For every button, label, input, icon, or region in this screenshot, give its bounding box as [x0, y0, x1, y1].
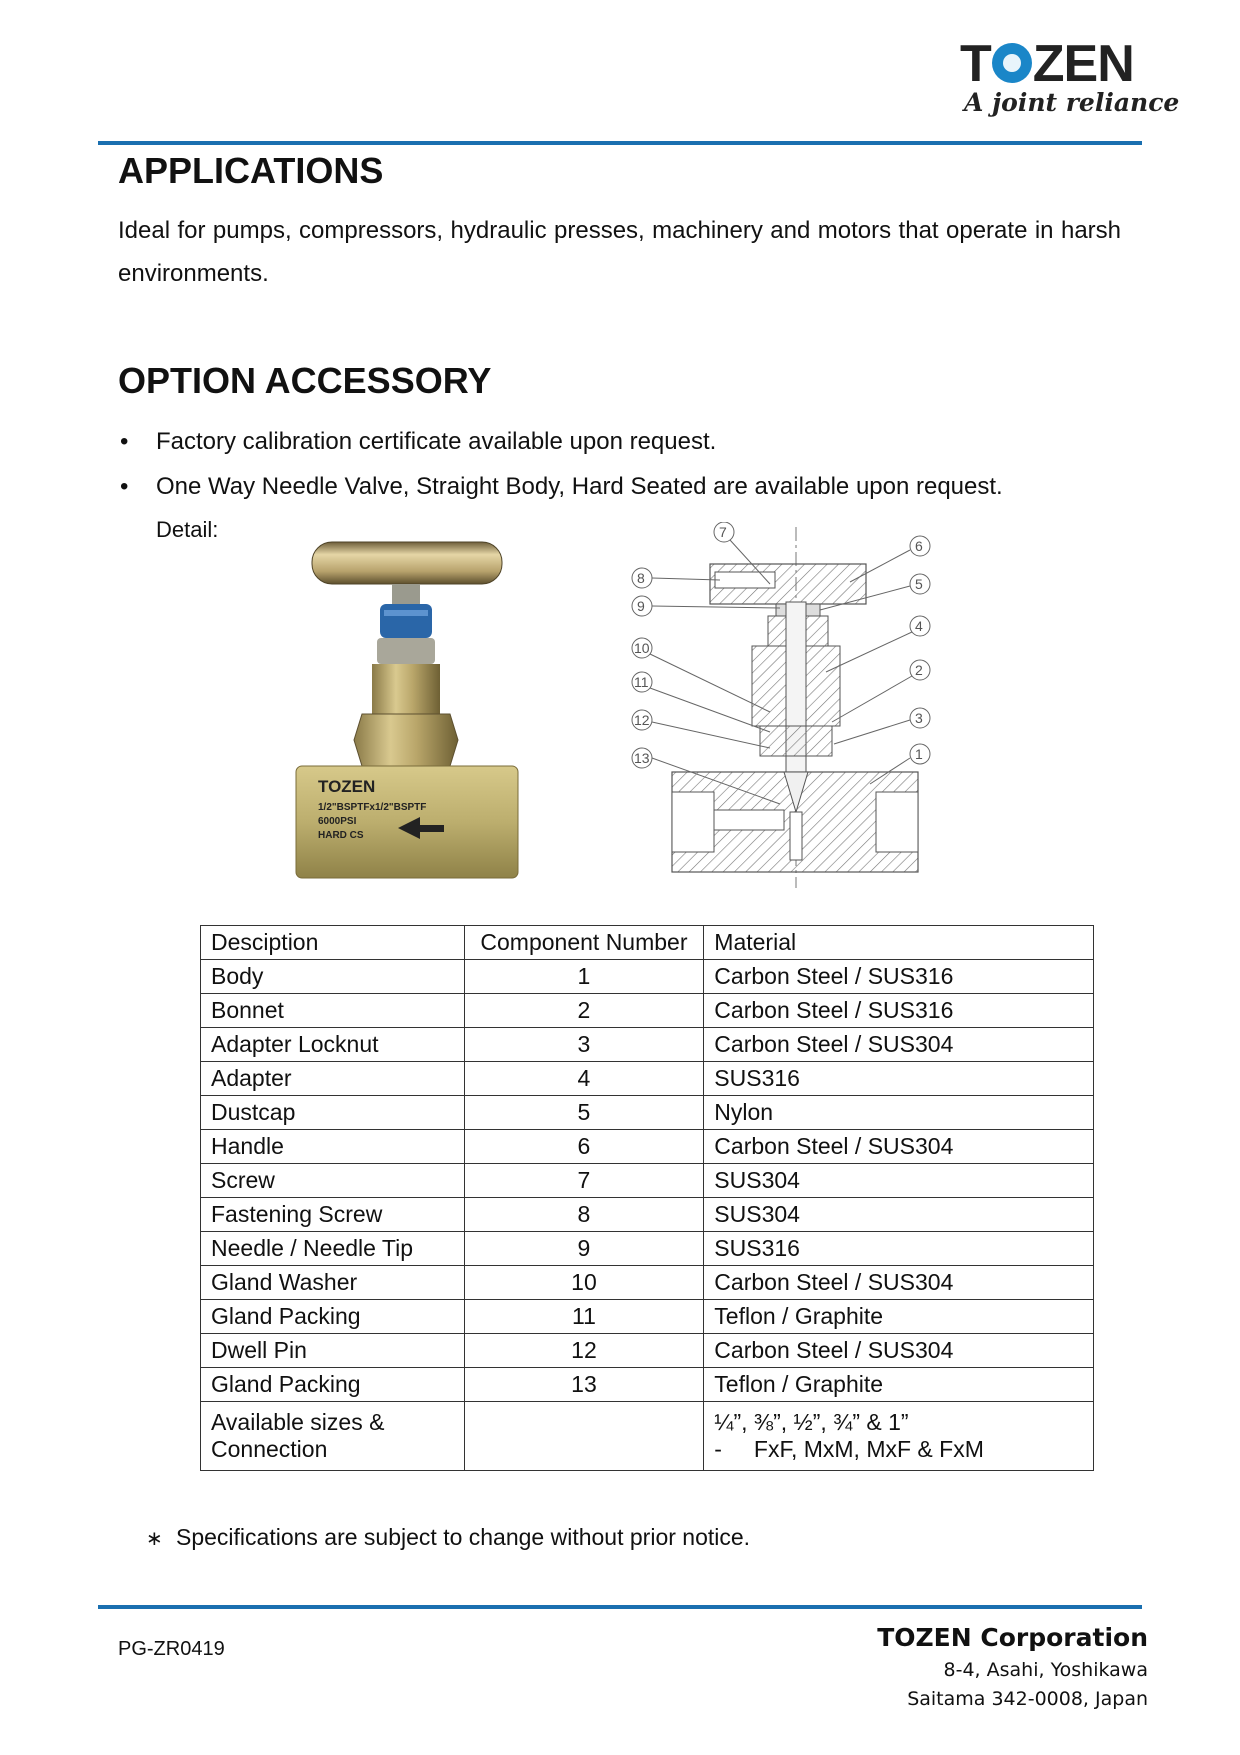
cell-description: Dwell Pin — [201, 1334, 465, 1368]
cell-component-number: 7 — [464, 1164, 704, 1198]
callout-12: 12 — [634, 712, 650, 728]
callout-7: 7 — [719, 524, 727, 540]
cell-material: Teflon / Graphite — [704, 1368, 1094, 1402]
logo-tagline: A joint reliance — [964, 88, 1180, 117]
cell-description: Screw — [201, 1164, 465, 1198]
table-row — [201, 1164, 1094, 1198]
header-component-number: Component Number — [464, 926, 704, 960]
table-row — [201, 1232, 1094, 1266]
applications-heading: APPLICATIONS — [118, 150, 384, 191]
cell-description: Fastening Screw — [201, 1198, 465, 1232]
cell-description: Body — [201, 960, 465, 994]
sizes-description — [201, 1402, 465, 1471]
address-line-2: Saitama 342-0008, Japan — [907, 1688, 1148, 1710]
photo-pressure-text: 6000PSI — [318, 816, 357, 827]
table-row — [201, 1130, 1094, 1164]
cell-material: SUS304 — [704, 1164, 1094, 1198]
table-row-sizes — [201, 1402, 1094, 1471]
sizes-material — [704, 1402, 1094, 1471]
cell-component-number: 2 — [464, 994, 704, 1028]
table-row — [201, 1198, 1094, 1232]
applications-text: Ideal for pumps, compressors, hydraulic presses, machinery and motors that operate in harsh environments. — [118, 217, 1121, 287]
cell-description: Handle — [201, 1130, 465, 1164]
callout-10: 10 — [634, 640, 650, 656]
cell-material: Carbon Steel / SUS304 — [704, 1334, 1094, 1368]
sizes-desc-line2: Connection — [211, 1436, 328, 1462]
cell-component-number: 12 — [464, 1334, 704, 1368]
callout-2: 2 — [915, 662, 923, 678]
cell-description: Adapter — [201, 1062, 465, 1096]
cell-description: Gland Packing — [201, 1300, 465, 1334]
cell-component-number: 1 — [464, 960, 704, 994]
cell-component-number: 6 — [464, 1130, 704, 1164]
cell-material: Carbon Steel / SUS304 — [704, 1266, 1094, 1300]
footer-rule — [98, 1605, 1142, 1609]
cell-material: Teflon / Graphite — [704, 1300, 1094, 1334]
callout-4: 4 — [915, 618, 923, 634]
logo-o-circle-icon — [992, 43, 1032, 83]
table-row — [201, 1368, 1094, 1402]
document-id: PG-ZR0419 — [118, 1638, 225, 1660]
table-row — [201, 1096, 1094, 1130]
callout-11: 11 — [634, 674, 649, 690]
detail-label: Detail: — [156, 517, 219, 542]
table-row — [201, 1300, 1094, 1334]
table-row — [201, 960, 1094, 994]
table-header-row — [201, 926, 1094, 960]
photo-size-text: 1/2"BSPTFx1/2"BSPTF — [318, 802, 427, 813]
note-text: Specifications are subject to change without prior notice. — [176, 1524, 751, 1550]
cell-description: Needle / Needle Tip — [201, 1232, 465, 1266]
bullet-text: One Way Needle Valve, Straight Body, Hard Seated are available upon request. — [156, 473, 1003, 500]
table-row — [201, 1062, 1094, 1096]
callout-5: 5 — [915, 576, 923, 592]
bullet-icon: • — [120, 428, 129, 455]
cell-component-number: 10 — [464, 1266, 704, 1300]
cell-material: Carbon Steel / SUS316 — [704, 960, 1094, 994]
callout-1: 1 — [915, 746, 923, 762]
cell-description: Bonnet — [201, 994, 465, 1028]
photo-brand-text: TOZEN — [318, 777, 376, 796]
logo-wordmark: T ZEN — [960, 35, 1134, 93]
sizes-number — [464, 1402, 704, 1471]
cell-material: SUS304 — [704, 1198, 1094, 1232]
photo-material-text: HARD CS — [318, 830, 364, 841]
option-accessory-heading: OPTION ACCESSORY — [118, 360, 492, 401]
cell-material: Nylon — [704, 1096, 1094, 1130]
cell-description: Dustcap — [201, 1096, 465, 1130]
company-name: TOZEN Corporation — [877, 1623, 1148, 1652]
company-address-block — [877, 1620, 1148, 1714]
callout-13: 13 — [634, 750, 650, 766]
callout-9: 9 — [637, 598, 645, 614]
address-line-1: 8-4, Asahi, Yoshikawa — [943, 1659, 1148, 1681]
cell-material: Carbon Steel / SUS304 — [704, 1028, 1094, 1062]
cell-component-number: 9 — [464, 1232, 704, 1266]
cell-material: Carbon Steel / SUS304 — [704, 1130, 1094, 1164]
sizes-list: ¼”, ⅜”, ½”, ¾” & 1” — [714, 1409, 909, 1435]
table-row — [201, 994, 1094, 1028]
valve-cross-section-diagram — [620, 522, 940, 892]
component-material-table — [200, 925, 1094, 1471]
table-row — [201, 1028, 1094, 1062]
cell-material: Carbon Steel / SUS316 — [704, 994, 1094, 1028]
tozen-logo — [960, 35, 1180, 122]
bullet-text: Factory calibration certificate available upon request. — [156, 428, 717, 455]
cell-material: SUS316 — [704, 1232, 1094, 1266]
cell-material: SUS316 — [704, 1062, 1094, 1096]
header-description: Desciption — [201, 926, 465, 960]
callout-3: 3 — [915, 710, 923, 726]
header-material: Material — [704, 926, 1094, 960]
cell-component-number: 5 — [464, 1096, 704, 1130]
cell-description: Gland Packing — [201, 1368, 465, 1402]
cell-component-number: 11 — [464, 1300, 704, 1334]
needle-valve-photo — [282, 530, 534, 885]
table-row — [201, 1266, 1094, 1300]
callout-6: 6 — [915, 538, 923, 554]
table-row — [201, 1334, 1094, 1368]
bullet-icon: • — [120, 473, 129, 500]
sizes-connection: - FxF, MxM, MxF & FxM — [714, 1436, 984, 1462]
cell-component-number: 13 — [464, 1368, 704, 1402]
cell-component-number: 4 — [464, 1062, 704, 1096]
callout-8: 8 — [637, 570, 645, 586]
header-rule — [98, 141, 1142, 145]
cell-description: Adapter Locknut — [201, 1028, 465, 1062]
sizes-desc-line1: Available sizes & — [211, 1409, 385, 1435]
cell-component-number: 8 — [464, 1198, 704, 1232]
cell-description: Gland Washer — [201, 1266, 465, 1300]
cell-component-number: 3 — [464, 1028, 704, 1062]
asterisk-icon: ∗ — [146, 1528, 163, 1550]
